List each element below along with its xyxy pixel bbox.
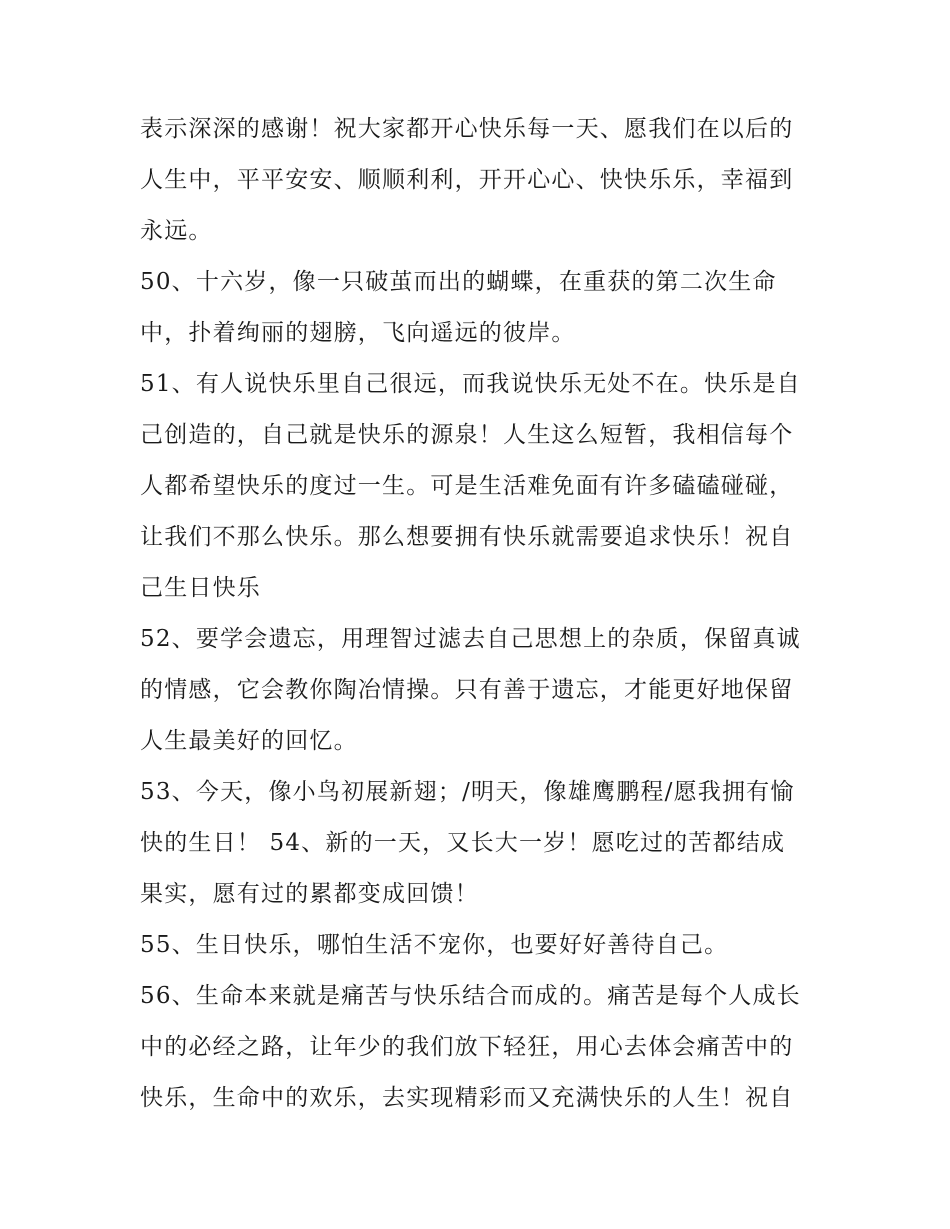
text-line: 55、生日快乐，哪怕生活不宠你，也要好好善待自己。: [140, 932, 729, 958]
text-line: 人生最美好的回忆。: [140, 728, 358, 754]
document-body-text: [140, 104, 830, 1124]
text-line: 让我们不那么快乐。那么想要拥有快乐就需要追求快乐！祝自: [140, 524, 794, 550]
text-line: 己生日快乐: [140, 575, 261, 601]
text-line: 56、生命本来就是痛苦与快乐结合而成的。痛苦是每个人成长: [140, 983, 801, 1009]
text-line: 表示深深的感谢！祝大家都开心快乐每一天、愿我们在以后的: [140, 116, 794, 142]
text-line: 人生中，平平安安、顺顺利利，开开心心、快快乐乐，幸福到: [140, 167, 794, 193]
text-line: 果实，愿有过的累都变成回馈！: [140, 881, 479, 907]
text-line: 50、十六岁，像一只破茧而出的蝴蝶，在重获的第二次生命: [140, 269, 777, 295]
text-line: 51、有人说快乐里自己很远，而我说快乐无处不在。快乐是自: [140, 371, 801, 397]
text-line: 人都希望快乐的度过一生。可是生活难免面有许多磕磕碰碰，: [140, 473, 794, 499]
text-line: 中，扑着绚丽的翅膀，飞向遥远的彼岸。: [140, 320, 576, 346]
text-line: 的情感，它会教你陶冶情操。只有善于遗忘，才能更好地保留: [140, 677, 794, 703]
text-line: 中的必经之路，让年少的我们放下轻狂，用心去体会痛苦中的: [140, 1034, 794, 1060]
text-line: 己创造的，自己就是快乐的源泉！人生这么短暂，我相信每个: [140, 422, 794, 448]
text-line: 快乐，生命中的欢乐，去实现精彩而又充满快乐的人生！祝自: [140, 1085, 794, 1111]
text-line: 快的生日！ 54、新的一天，又长大一岁！愿吃过的苦都结成: [140, 830, 786, 856]
text-line: 永远。: [140, 218, 213, 244]
text-line: 52、要学会遗忘，用理智过滤去自己思想上的杂质，保留真诚: [140, 626, 801, 652]
text-line: 53、今天，像小鸟初展新翅；/明天，像雄鹰鹏程/愿我拥有愉: [140, 779, 795, 805]
